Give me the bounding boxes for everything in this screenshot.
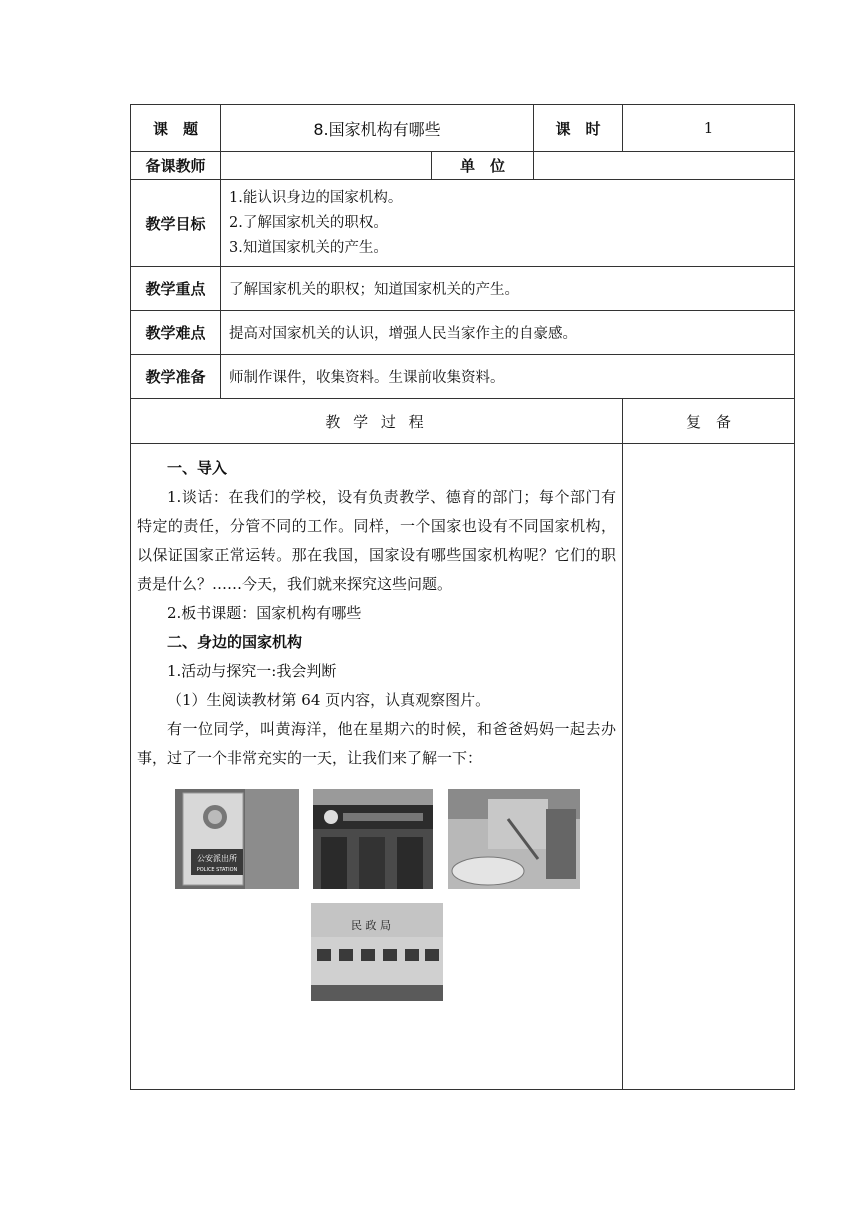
photo-group (137, 789, 616, 1019)
preparation-label: 教学准备 (131, 355, 221, 399)
police-sign-subtext: POLICE STATION (196, 867, 238, 873)
paragraph: 1.谈话：在我们的学校，设有负责教学、德育的部门；每个部门有特定的责任，分管不同的工作。同样，一个国家也设有不同国家机构，以保证国家正常运转。那在我国，国家设有哪些国家机构呢？它们的职责是什么？……今天，我们就来探究这些问题。 (137, 488, 617, 593)
paragraph: 2.板书课题：国家机构有哪些 (167, 604, 362, 622)
key-points-label: 教学重点 (131, 267, 221, 311)
paragraph: 1.活动与探究一:我会判断 (167, 662, 337, 680)
objectives-label: 教学目标 (131, 180, 221, 267)
topic-label: 课 题 (131, 105, 221, 152)
review-header: 复 备 (623, 399, 795, 444)
preparation-value: 师制作课件，收集资料。生课前收集资料。 (221, 355, 795, 399)
service-hall-photo (448, 789, 580, 889)
police-sign-text: 公安派出所 (197, 854, 237, 863)
hours-label: 课 时 (534, 105, 623, 152)
hours-value: 1 (623, 105, 795, 152)
review-column (623, 444, 795, 1090)
difficulties-value: 提高对国家机关的认识，增强人民当家作主的自豪感。 (221, 311, 795, 355)
section-heading: 一、导入 (167, 459, 228, 477)
paragraph: 有一位同学，叫黄海洋，他在星期六的时候，和爸爸妈妈一起去办事，过了一个非常充实的一天，让我们来了解一下： (137, 720, 617, 767)
key-points-value: 了解国家机关的职权；知道国家机关的产生。 (221, 267, 795, 311)
topic-value: 8.国家机构有哪些 (221, 105, 534, 152)
process-body (131, 444, 623, 1090)
objective-item: 1.能认识身边的国家机构。 (229, 189, 403, 206)
teacher-value (221, 152, 432, 180)
bank-photo (313, 789, 433, 889)
teacher-label: 备课教师 (131, 152, 221, 180)
lesson-plan-table (130, 104, 795, 1090)
section-heading: 二、身边的国家机构 (167, 633, 303, 651)
police-station-photo (175, 789, 299, 889)
objective-item: 2.了解国家机关的职权。 (229, 214, 388, 231)
objective-item: 3.知道国家机关的产生。 (229, 239, 388, 256)
paragraph: （1）生阅读教材第 64 页内容，认真观察图片。 (167, 691, 491, 709)
difficulties-label: 教学难点 (131, 311, 221, 355)
unit-value (534, 152, 795, 180)
bureau-sign-text: 民 政 局 (351, 919, 391, 932)
objectives-list (221, 180, 795, 267)
unit-label: 单 位 (432, 152, 534, 180)
civil-affairs-bureau-photo (311, 903, 443, 1001)
process-header: 教 学 过 程 (131, 399, 623, 444)
